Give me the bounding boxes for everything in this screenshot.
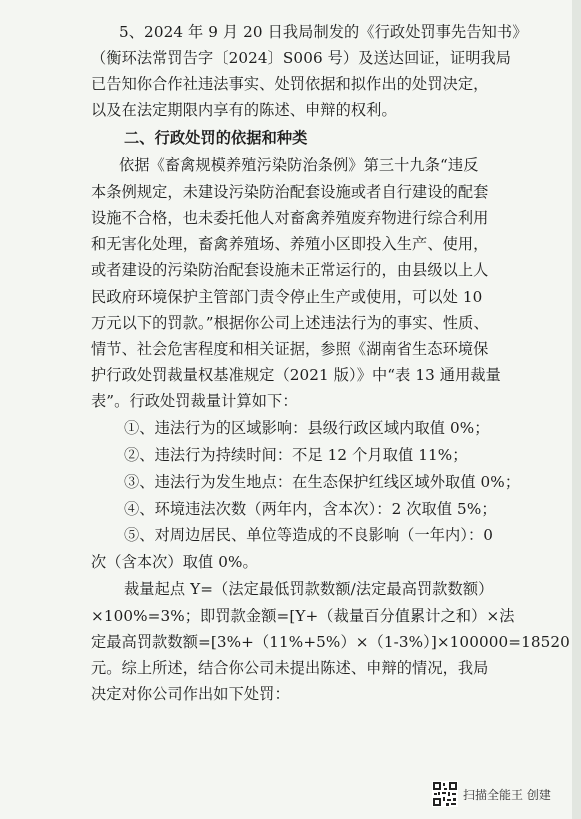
basis-line-10: 表”。行政处罚裁量计算如下： (91, 392, 298, 410)
calculation-line-5: 决定对你公司作出如下处罚： (91, 685, 290, 703)
factor-3: ③、违法行为发生地点：在生态保护红线区域外取值 0%； (124, 473, 521, 491)
basis-line-1: 依据《畜禽规模养殖污染防治条例》第三十九条“违反 (119, 156, 479, 174)
paragraph5-line-3: 已告知你合作社违法事实、处罚依据和拟作出的处罚决定， (91, 75, 489, 93)
basis-line-8: 情节、社会危害程度和相关证据，参照《湖南省生态环境保 (91, 340, 489, 358)
basis-line-5: 或者建设的污染防治配套设施未正常运行的，由县级以上人 (91, 261, 489, 279)
calculation-line-2: ×100%=3%；即罚款金额=[Y+（裁量百分值累计之和）×法 (91, 607, 515, 625)
basis-line-3: 设施不合格，也未委托他人对畜禽养殖废弃物进行综合利用 (91, 209, 489, 227)
basis-line-2: 本条例规定，未建设污染防治配套设施或者自行建设的配套 (91, 183, 489, 201)
basis-line-9: 护行政处罚裁量权基准规定（2021 版）》中“表 13 通用裁量 (91, 366, 501, 384)
scanner-label: 扫描全能王 创建 (463, 787, 551, 802)
calculation-line-1: 裁量起点 Y=（法定最低罚款数额/法定最高罚款数额） (124, 580, 494, 598)
basis-line-7: 万元以下的罚款。”根据你公司上述违法行为的事实、性质、 (91, 314, 489, 332)
basis-line-4: 和无害化处理，畜禽养殖场、养殖小区即投入生产、使用， (91, 235, 489, 253)
factor-5: ⑤、对周边居民、单位等造成的不良影响（一年内）：0 (124, 526, 494, 544)
basis-line-6: 民政府环境保护主管部门责令停止生产或使用，可以处 10 (91, 288, 483, 306)
paragraph5-line-2: （衡环法常罚告字〔2024〕S006 号）及送达回证，证明我局 (91, 49, 512, 67)
factor-4: ④、环境违法次数（两年内，含本次）：2 次取值 5%； (124, 500, 497, 518)
section-heading: 二、行政处罚的依据和种类 (124, 129, 308, 147)
scanner-watermark (432, 780, 551, 808)
paragraph5-line-4: 以及在法定期限内享有的陈述、申辩的权利。 (91, 101, 397, 119)
factor-1: ①、违法行为的区域影响：县级行政区域内取值 0%； (124, 419, 490, 437)
factor-2: ②、违法行为持续时间：不足 12 个月取值 11%； (124, 446, 468, 464)
scan-edge (572, 0, 581, 819)
qr-code-icon (432, 781, 458, 807)
calculation-line-4: 元。综上所述，结合你公司未提出陈述、申辩的情况，我局 (91, 659, 489, 677)
factor-5-continued: 次（含本次）取值 0%。 (91, 553, 258, 571)
calculation-line-3: 定最高罚款数额=[3%+（11%+5%）×（1-3%）]×100000=18520 (91, 633, 570, 651)
paragraph5-line-1: 5、2024 年 9 月 20 日我局制发的《行政处罚事先告知书》 (119, 23, 528, 41)
